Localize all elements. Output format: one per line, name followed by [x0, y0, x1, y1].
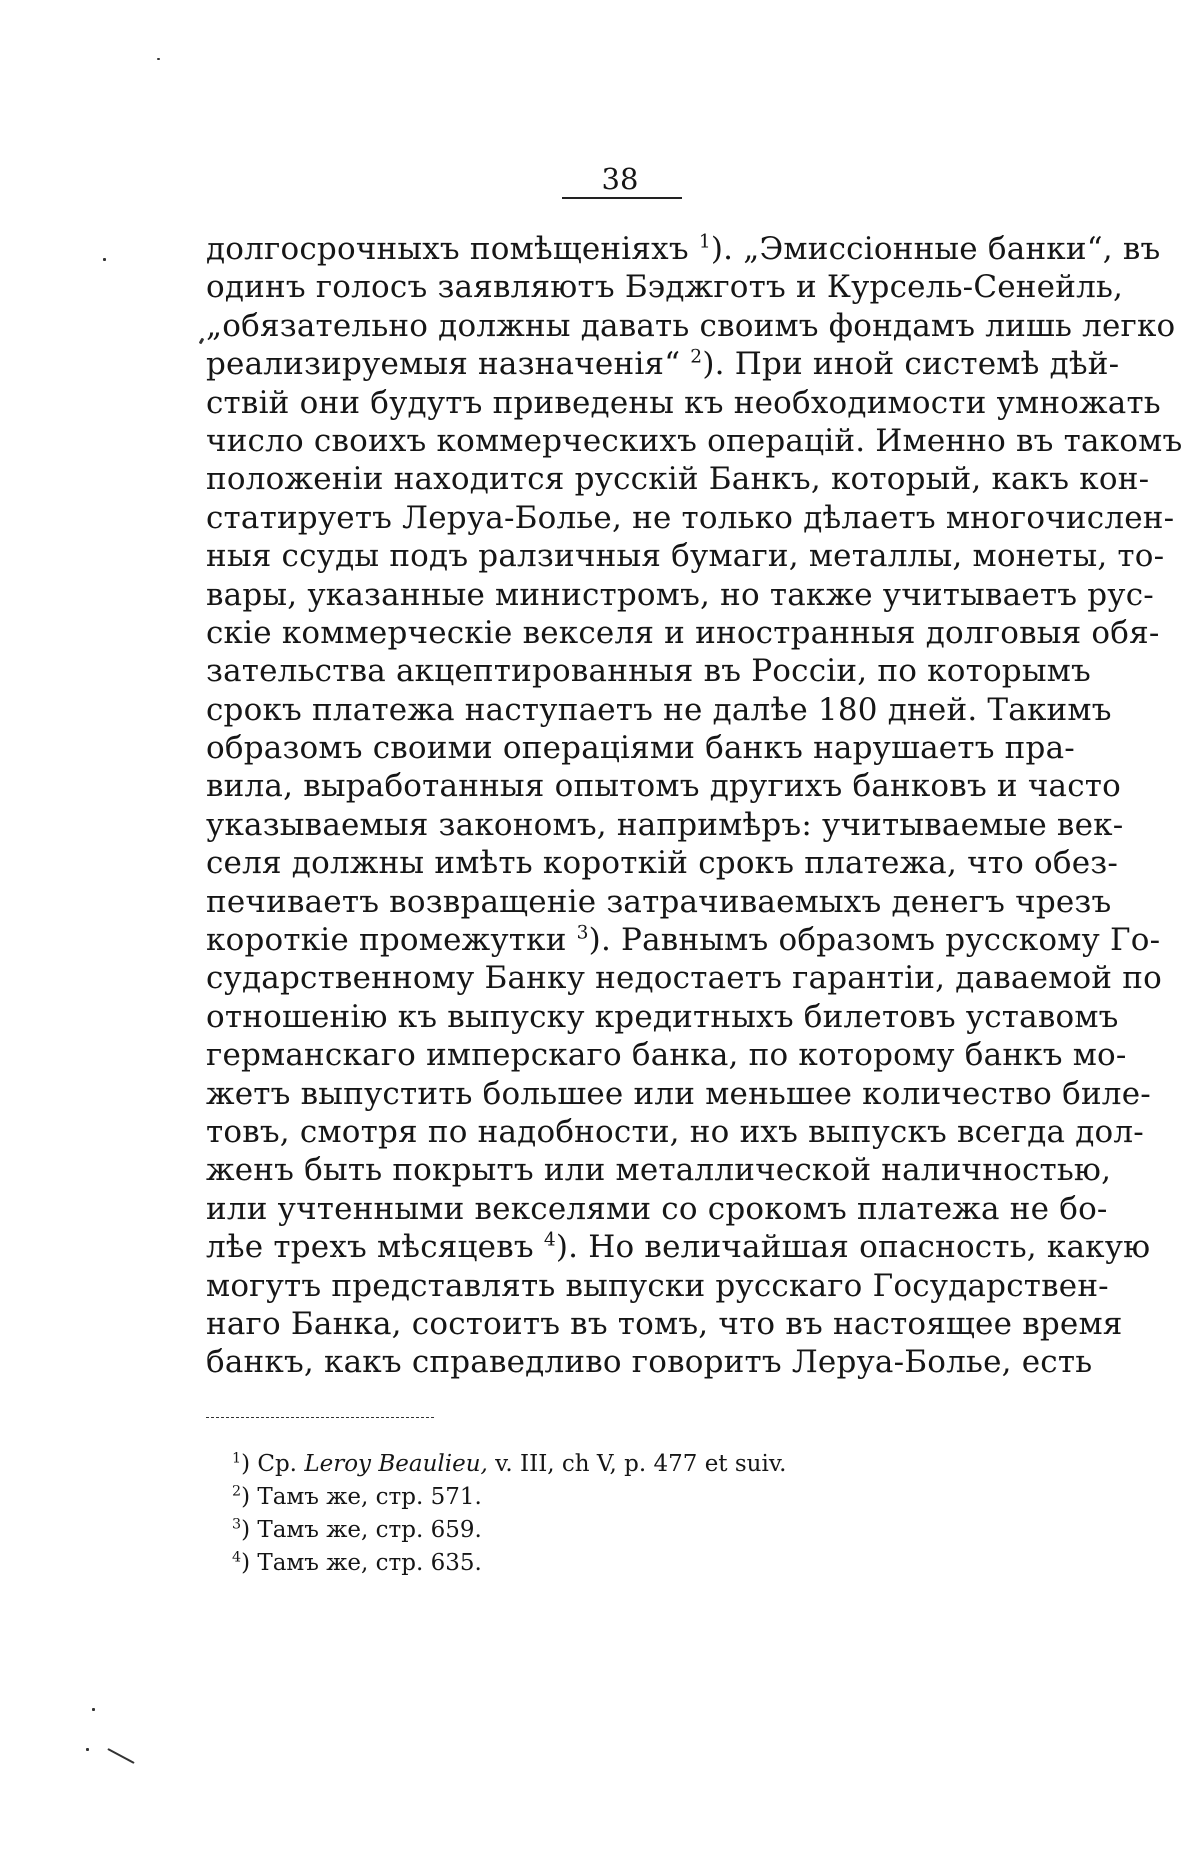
text-run: женъ быть покрытъ или металлической наличностью, — [206, 1152, 1112, 1189]
text-line — [206, 1228, 1151, 1266]
text-line — [206, 422, 1182, 460]
text-run: ). „Эмиссіонные банки“, въ — [710, 231, 1161, 267]
text-line — [206, 806, 1124, 844]
text-line — [206, 499, 1175, 537]
text-run: или учтенными векселями со срокомъ платежа не бо- — [206, 1190, 1108, 1227]
text-line — [206, 767, 1121, 805]
footnote-mark: 3 — [232, 1516, 242, 1533]
text-line — [206, 998, 1119, 1036]
text-line — [206, 652, 1091, 690]
scan-speck — [92, 1708, 95, 1711]
text-run: сударственному Банку недостаетъ гарантіи, даваемой по — [206, 960, 1162, 997]
page-number-rule — [562, 197, 682, 199]
scan-speck — [199, 338, 205, 345]
text-line — [206, 384, 1161, 422]
text-run: положеніи находится русскій Банкъ, который, какъ кон- — [206, 461, 1150, 498]
text-run: ). Но величайшая опасность, какую — [555, 1229, 1151, 1266]
scan-scratch — [107, 1748, 134, 1764]
text-line — [206, 460, 1150, 498]
text-run: отношенію къ выпуску кредитныхъ билетовъ уставомъ — [206, 998, 1119, 1035]
text-run: могутъ представлять выпуски русскаго Государствен- — [206, 1267, 1109, 1304]
text-run: зательства акцептированныя въ Россіи, по которымъ — [206, 653, 1091, 690]
text-run: лѣе трехъ мѣсяцевъ — [206, 1229, 544, 1266]
footnote-text: ) Тамъ же, стр. 571. — [241, 1484, 482, 1510]
scan-speck — [86, 1748, 89, 1751]
body-text — [206, 230, 1182, 1382]
text-run: статируетъ Леруа-Болье, не только дѣлаетъ многочислен- — [206, 499, 1175, 536]
text-run: короткіе промежутки — [206, 922, 577, 959]
footnotes — [232, 1448, 932, 1580]
footnote — [232, 1514, 932, 1547]
text-line — [206, 691, 1112, 729]
text-run: скіе коммерческіе векселя и иностранныя долговыя обя- — [206, 614, 1160, 651]
text-run: ). При иной системѣ дѣй- — [702, 346, 1120, 383]
scan-speck — [103, 258, 106, 261]
text-line — [206, 883, 1112, 921]
footnote-mark: 1 — [232, 1450, 242, 1467]
text-run: наго Банка, состоитъ въ томъ, что въ настоящее время — [206, 1305, 1123, 1342]
text-run: „обязательно должны давать своимъ фондамъ лишь легко — [206, 307, 1176, 344]
text-line — [206, 1305, 1123, 1343]
text-run: банкъ, какъ справедливо говоритъ Леруа-Болье, есть — [206, 1344, 1093, 1381]
text-line — [206, 537, 1165, 575]
footnote — [232, 1547, 932, 1580]
text-line — [206, 268, 1124, 306]
text-line — [206, 729, 1075, 767]
text-run: указываемыя закономъ, напримѣръ: учитываемые век- — [206, 806, 1124, 843]
text-line — [206, 345, 1120, 383]
text-run: реализируемыя назначенія“ — [206, 346, 691, 383]
text-run: образомъ своими операціями банкъ нарушаетъ пра- — [206, 730, 1075, 767]
text-line — [206, 614, 1160, 652]
text-run: ствій они будутъ приведены къ необходимости умножать — [206, 384, 1161, 421]
footnote — [232, 1481, 932, 1514]
text-run: одинъ голосъ заявляютъ Бэджготъ и Курсель-Сенейль, — [206, 269, 1124, 306]
text-run: германскаго имперскаго банка, по которому банкъ мо- — [206, 1037, 1127, 1074]
page-number: 38 — [601, 162, 639, 196]
footnote-reference: 2 — [690, 346, 703, 368]
footnote-author: Leroy Beaulieu, — [304, 1451, 488, 1477]
footnote-reference: 1 — [698, 231, 711, 253]
text-line — [206, 1190, 1108, 1228]
text-run: ныя ссуды подъ ралзичныя бумаги, металлы, монеты, то- — [206, 538, 1165, 575]
text-line — [206, 307, 1176, 345]
footnote-mark: 2 — [232, 1483, 242, 1500]
text-run: число своихъ коммерческихъ операцій. Именно въ такомъ — [206, 422, 1182, 459]
scan-speck — [157, 58, 160, 60]
text-run: срокъ платежа наступаетъ не далѣе 180 дней. Такимъ — [206, 691, 1112, 728]
footnote-text: ) Тамъ же, стр. 635. — [241, 1550, 482, 1576]
text-run: долгосрочныхъ помѣщеніяхъ — [206, 231, 699, 267]
text-line — [206, 959, 1162, 997]
text-run: печиваетъ возвращеніе затрачиваемыхъ денегъ чрезъ — [206, 883, 1112, 920]
footnote-mark: 4 — [232, 1549, 242, 1566]
text-line — [206, 1151, 1112, 1189]
text-line — [206, 921, 1161, 959]
footnote-text: v. III, ch V, p. 477 et suiv. — [487, 1451, 787, 1477]
text-line — [206, 576, 1154, 614]
text-line — [206, 1036, 1127, 1074]
footnote-text: ) Тамъ же, стр. 659. — [241, 1517, 482, 1543]
text-line — [206, 230, 1161, 268]
text-run: товъ, смотря по надобности, но ихъ выпускъ всегда дол- — [206, 1113, 1144, 1150]
footnote-reference: 3 — [576, 922, 589, 944]
text-line — [206, 844, 1119, 882]
footnote-reference: 4 — [543, 1229, 556, 1251]
text-run: селя должны имѣть короткій срокъ платежа, что обез- — [206, 845, 1119, 882]
text-line — [206, 1343, 1093, 1381]
text-run: ). Равнымъ образомъ русскому Го- — [588, 922, 1161, 959]
text-line — [206, 1075, 1151, 1113]
footnote-text: ) Cp. — [241, 1451, 305, 1477]
footnote-separator — [206, 1417, 434, 1418]
text-run: жетъ выпустить большее или меньшее количество биле- — [206, 1075, 1151, 1112]
text-line — [206, 1113, 1144, 1151]
text-run: вила, выработанныя опытомъ другихъ банковъ и часто — [206, 768, 1121, 805]
text-run: вары, указанные министромъ, но также учитываетъ рус- — [206, 576, 1154, 613]
text-line — [206, 1267, 1109, 1305]
footnote — [232, 1448, 932, 1481]
